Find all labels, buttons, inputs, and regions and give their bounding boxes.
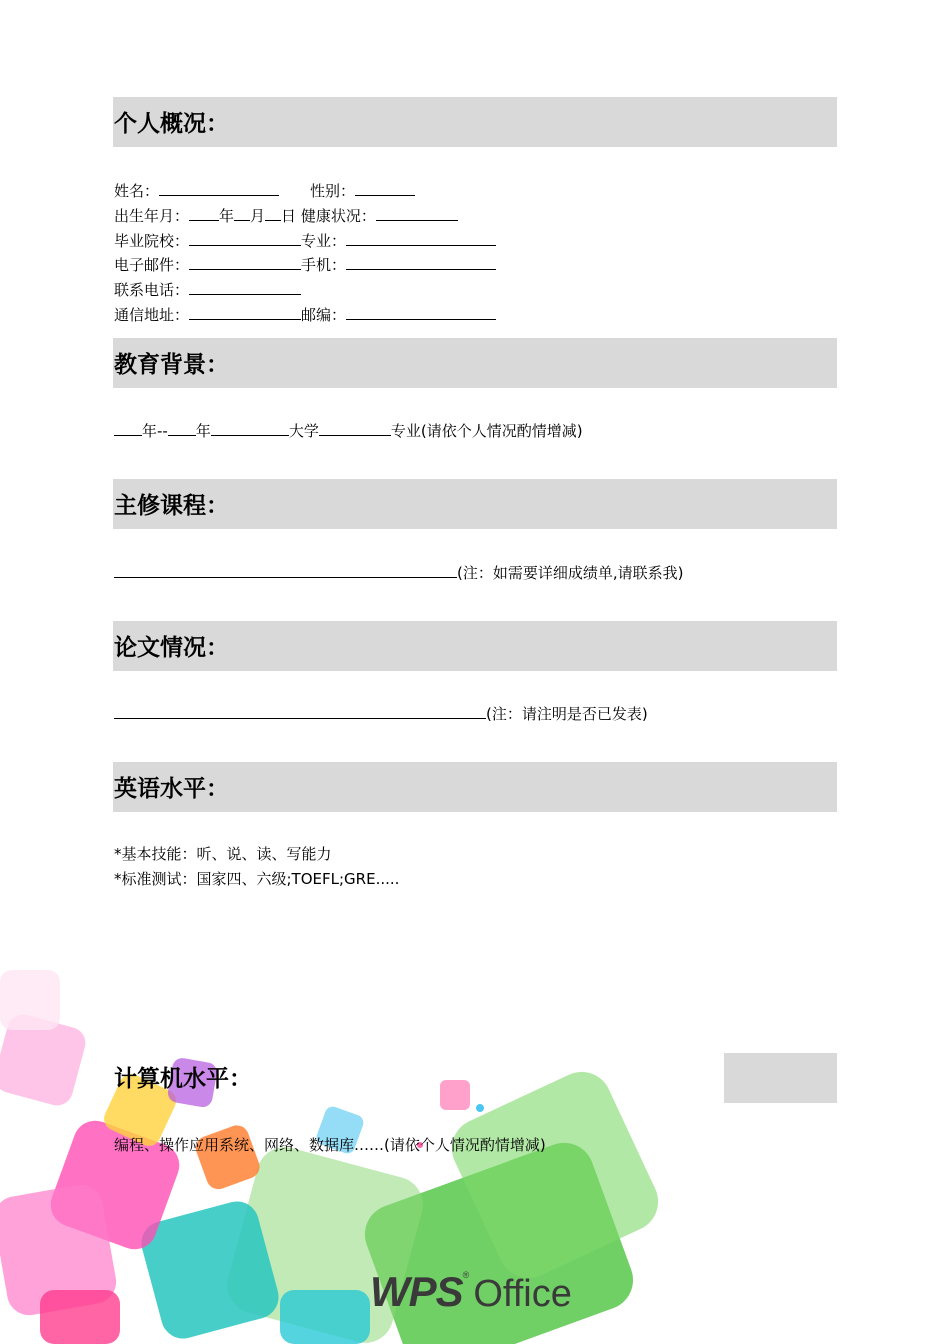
year-label: 年 [219, 207, 235, 225]
phone-label: 联系电话： [114, 281, 190, 299]
name-label: 姓名： [114, 182, 160, 200]
form-row-address-zip [114, 304, 496, 325]
section-title-computer: 计算机水平： [114, 1066, 252, 1092]
day-label: 日 [281, 207, 297, 225]
school-label: 毕业院校： [114, 232, 190, 250]
zip-label: 邮编： [301, 306, 347, 324]
name-blank[interactable] [159, 180, 279, 196]
edu-year-b: 年 [195, 422, 211, 440]
major-blank[interactable] [346, 230, 496, 246]
section-title-personal: 个人概况： [114, 111, 229, 137]
health-label: 健康状况： [300, 207, 376, 225]
edu-university: 大学 [288, 422, 319, 440]
birth-year-blank[interactable] [189, 205, 219, 221]
mobile-label: 手机： [301, 256, 347, 274]
form-row-name-gender [114, 180, 415, 201]
email-label: 电子邮件： [114, 256, 190, 274]
gender-blank[interactable] [355, 180, 415, 196]
section-band-computer [724, 1053, 837, 1103]
birth-day-blank[interactable] [265, 205, 281, 221]
wps-office-logo [370, 1268, 572, 1316]
english-line-1: *基本技能：听、说、读、写能力 [114, 845, 332, 863]
section-title-english: 英语水平： [114, 776, 229, 802]
email-blank[interactable] [189, 254, 301, 270]
form-row-birth-health [114, 205, 458, 226]
address-blank[interactable] [189, 304, 301, 320]
edu-major-note: 专业(请依个人情况酌情增减) [390, 422, 583, 440]
address-label: 通信地址： [114, 306, 190, 324]
computer-line-1: 编程、操作应用系统、网络、数据库……(请依个人情况酌情增减) [114, 1136, 546, 1154]
courses-note: (注：如需要详细成绩单,请联系我) [457, 564, 684, 582]
education-row [114, 420, 583, 441]
registered-mark: ® [462, 1270, 470, 1280]
courses-blank[interactable] [114, 562, 457, 578]
section-title-education: 教育背景： [114, 352, 229, 378]
health-blank[interactable] [376, 205, 458, 221]
edu-end-year-blank[interactable] [168, 420, 196, 436]
form-row-phone [114, 279, 301, 300]
major-label: 专业： [301, 232, 347, 250]
office-logo-text: Office [473, 1273, 572, 1315]
birth-label: 出生年月： [114, 207, 190, 225]
section-title-courses: 主修课程： [114, 493, 229, 519]
phone-blank[interactable] [189, 279, 301, 295]
edu-year-a: 年-- [142, 422, 168, 440]
wps-logo-text: WPS [370, 1268, 463, 1315]
section-title-thesis: 论文情况： [114, 635, 229, 661]
edu-start-year-blank[interactable] [114, 420, 142, 436]
birth-month-blank[interactable] [234, 205, 250, 221]
thesis-blank[interactable] [114, 703, 486, 719]
month-label: 月 [250, 207, 266, 225]
mobile-blank[interactable] [346, 254, 496, 270]
thesis-row [114, 703, 648, 724]
form-row-email-mobile [114, 254, 496, 275]
english-line-2: *标准测试：国家四、六级;TOEFL;GRE..... [114, 870, 400, 888]
edu-major-blank[interactable] [319, 420, 391, 436]
university-blank[interactable] [211, 420, 289, 436]
courses-row [114, 562, 683, 583]
thesis-note: (注：请注明是否已发表) [486, 705, 648, 723]
form-row-school-major [114, 230, 496, 251]
school-blank[interactable] [189, 230, 301, 246]
zip-blank[interactable] [346, 304, 496, 320]
gender-label: 性别： [310, 182, 356, 200]
